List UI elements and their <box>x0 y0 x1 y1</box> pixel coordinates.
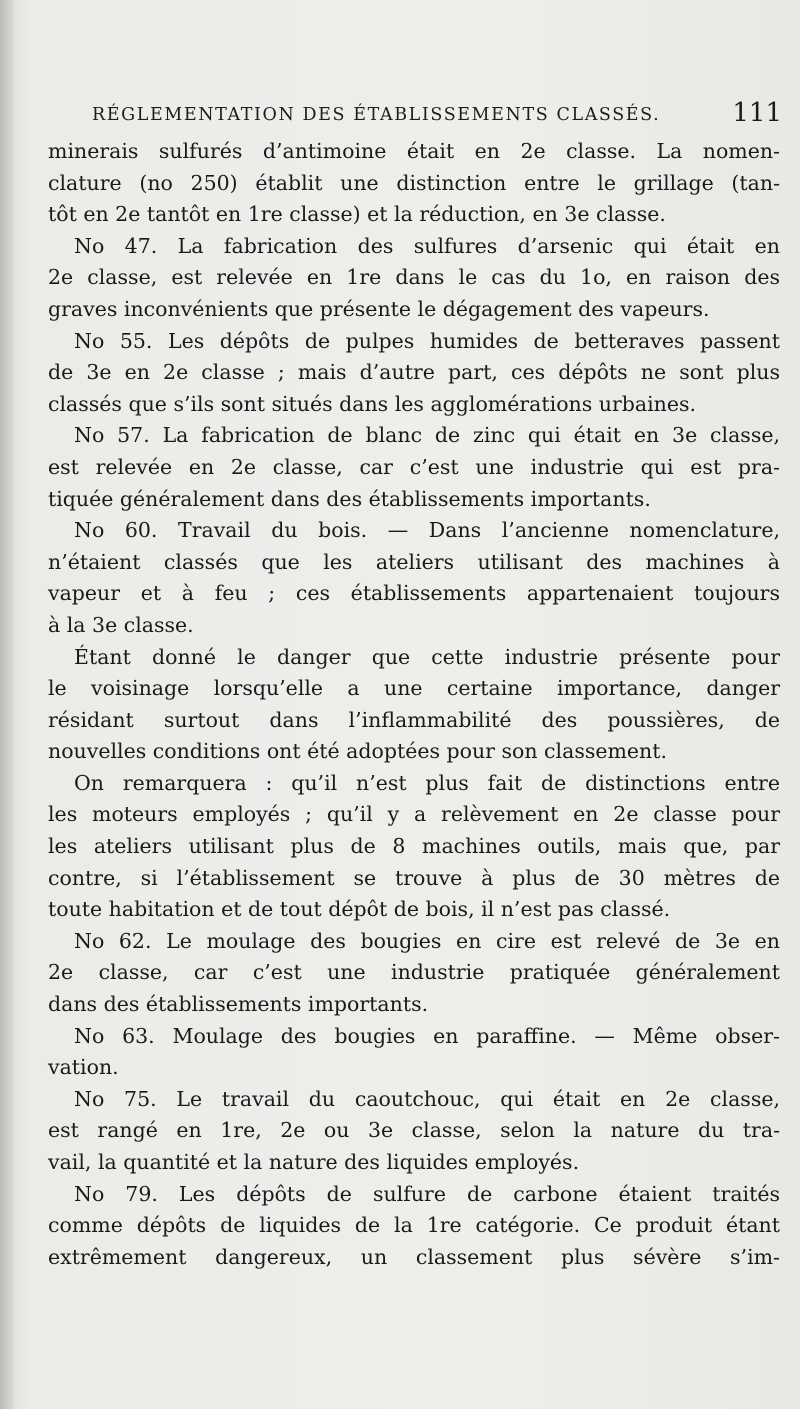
text-line: No 55. Les dépôts de pulpes humides de betteraves passent <box>74 328 780 353</box>
text-line: n’étaient classés que les ateliers utilisant des machines à <box>48 549 780 574</box>
text-line: est rangé en 1re, 2e ou 3e classe, selon la nature du tra- <box>48 1118 780 1143</box>
text-line: à la 3e classe. <box>48 612 194 637</box>
text-line: tôt en 2e tantôt en 1re classe) et la réduction, en 3e classe. <box>48 202 666 227</box>
text-line: nouvelles conditions ont été adoptées pour son classement. <box>48 739 668 764</box>
text-line: minerais sulfurés d’antimoine était en 2e classe. La nomen- <box>48 139 780 163</box>
text-line: les ateliers utilisant plus de 8 machines outils, mais que, par <box>48 834 780 859</box>
text-line: 2e classe, est relevée en 1re dans le cas du 1o, en raison des <box>48 265 780 290</box>
text-line: comme dépôts de liquides de la 1re catégorie. Ce produit étant <box>48 1213 780 1238</box>
text-line: vail, la quantité et la nature des liquides employés. <box>48 1150 580 1174</box>
text-line: No 47. La fabrication des sulfures d’arsenic qui était en <box>74 233 780 258</box>
text-line: No 79. Les dépôts de sulfure de carbone étaient traités <box>74 1181 780 1206</box>
text-line: dans des établissements importants. <box>48 992 429 1017</box>
text-line: Étant donné le danger que cette industrie présente pour <box>74 644 780 669</box>
body-text <box>48 136 780 1273</box>
text-line: tiquée généralement dans des établissements importants. <box>48 486 651 511</box>
text-line: No 75. Le travail du caoutchouc, qui était en 2e classe, <box>74 1086 780 1111</box>
text-line: No 57. La fabrication de blanc de zinc qui était en 3e classe, <box>74 423 780 448</box>
text-line: graves inconvénients que présente le dégagement des vapeurs. <box>48 296 710 321</box>
text-line: toute habitation et de tout dépôt de bois, il n’est pas classé. <box>48 897 671 922</box>
text-line: extrêmement dangereux, un classement plus sévère s’im- <box>48 1244 780 1269</box>
page-gutter <box>0 0 14 1409</box>
text-line: le voisinage lorsqu’elle a une certaine importance, danger <box>48 676 780 701</box>
text-line: clature (no 250) établit une distinction entre le grillage (tan- <box>48 170 780 195</box>
text-line: vapeur et à feu ; ces établissements appartenaient toujours <box>48 581 780 606</box>
text-line: contre, si l’établissement se trouve à plus de 30 mètres de <box>48 865 780 890</box>
text-line: On remarquera : qu’il n’est plus fait de distinctions entre <box>74 770 780 795</box>
text-line: les moteurs employés ; qu’il y a relèvement en 2e classe pour <box>48 802 780 827</box>
text-line: No 60. Travail du bois. — Dans l’ancienne nomenclature, <box>74 518 780 543</box>
text-line: vation. <box>48 1055 119 1080</box>
page-number: 111 <box>732 98 782 128</box>
text-line: classés que s’ils sont situés dans les agglomérations urbaines. <box>48 391 697 416</box>
text-line: de 3e en 2e classe ; mais d’autre part, ces dépôts ne sont plus <box>48 360 780 385</box>
text-line: No 63. Moulage des bougies en paraffine. — Même obser- <box>74 1023 780 1048</box>
text-line: 2e classe, car c’est une industrie pratiquée généralement <box>48 960 780 985</box>
text-line: No 62. Le moulage des bougies en cire est relevé de 3e en <box>74 928 780 953</box>
running-title: RÉGLEMENTATION DES ÉTABLISSEMENTS CLASSÉS. <box>92 105 661 125</box>
running-head <box>92 98 782 132</box>
text-line: résidant surtout dans l’inflammabilité des poussières, de <box>48 707 780 732</box>
text-line: est relevée en 2e classe, car c’est une industrie qui est pra- <box>48 454 780 479</box>
